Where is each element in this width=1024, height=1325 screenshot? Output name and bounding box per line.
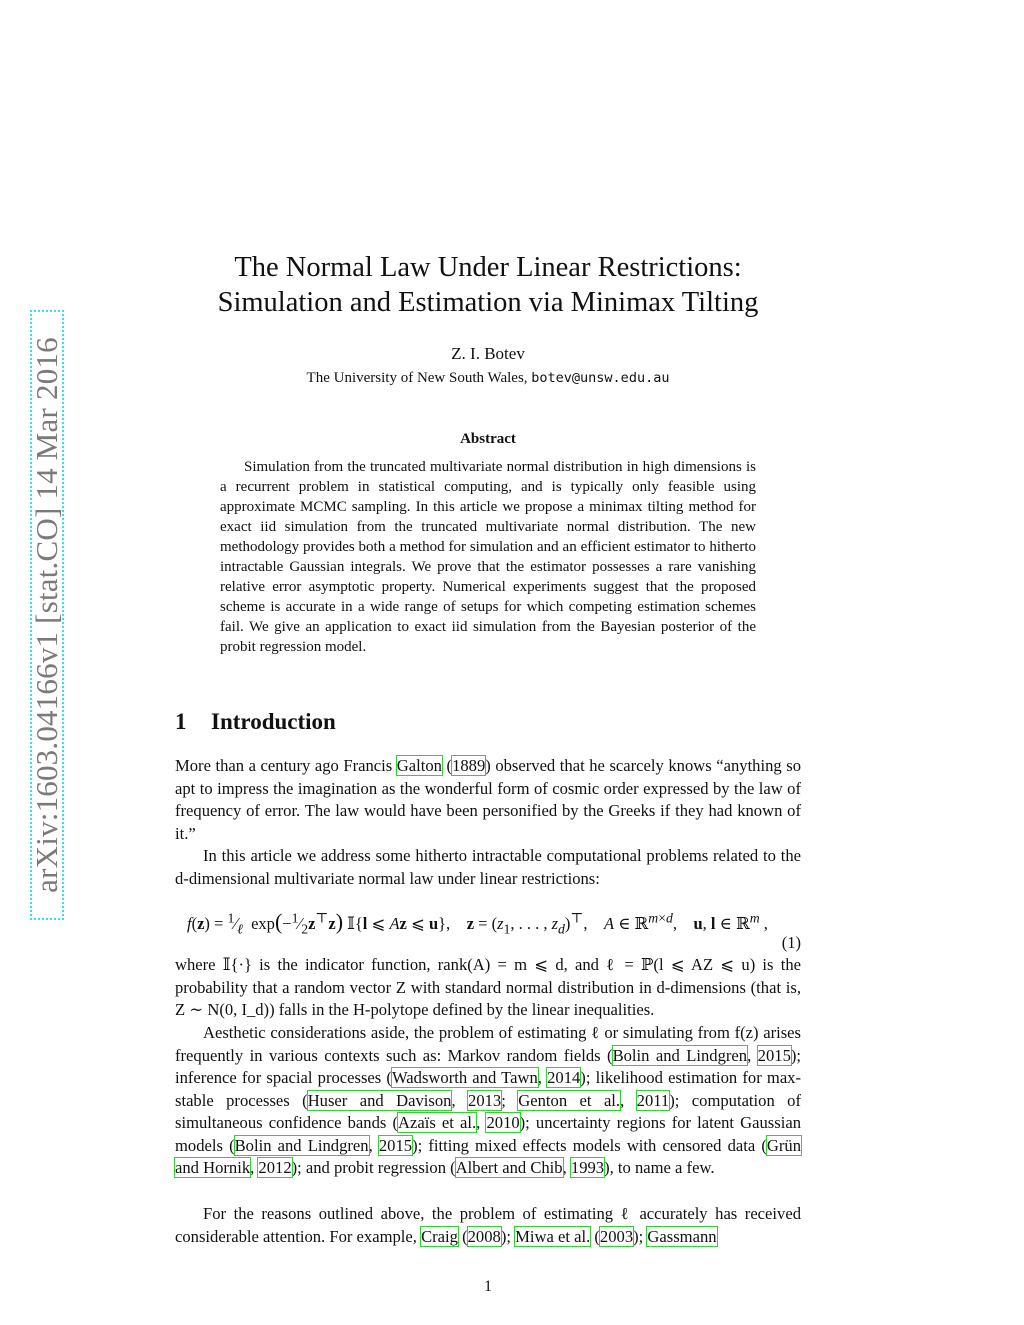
p5-text: ( xyxy=(590,1226,600,1246)
section-title: Introduction xyxy=(211,709,336,734)
citation-year-link[interactable]: 2015 xyxy=(757,1045,791,1065)
citation-link[interactable]: Galton xyxy=(396,756,442,775)
p4-text: ); likelihood estimation for max-stable processes ( xyxy=(175,1068,802,1110)
p4-text: ; xyxy=(501,1090,519,1110)
citation-link[interactable]: Craig xyxy=(421,1226,458,1246)
paragraph-3: where 𝕀{·} is the indicator function, rank(A) = m ⩽ d, and ℓ = ℙ(l ⩽ AZ ⩽ u) is the probability that a random vector Z with standard normal distribution in d-dimensions (that is, Z ∼ N(0, I_d)) falls in the H-polytope defined by the linear inequalities. xyxy=(175,955,801,1019)
citation-link[interactable]: Gassmann xyxy=(647,1226,717,1246)
author: Z. I. Botev xyxy=(451,344,525,363)
citation-link[interactable]: Azaïs et al. xyxy=(398,1113,477,1132)
p4-text: Aesthetic considerations aside, the problem of estimating ℓ or simulating from f(z) arises frequently in various contexts such as: Markov random fields ( xyxy=(175,1023,801,1065)
paragraph-2: In this article we address some hitherto intractable computational problems related to the d-dimensional multivariate normal law under linear restrictions: xyxy=(175,846,801,888)
arxiv-stamp[interactable] xyxy=(30,310,64,920)
paper-title xyxy=(175,250,801,320)
p4-text: , xyxy=(620,1090,637,1110)
citation-year-link[interactable]: 2014 xyxy=(547,1068,581,1087)
section-heading xyxy=(175,709,336,735)
page-number: 1 xyxy=(484,1278,492,1295)
affiliation-text: The University of New South Wales, xyxy=(306,370,532,386)
p5-text: ( xyxy=(457,1226,468,1246)
citation-year-link[interactable]: 2011 xyxy=(636,1090,670,1110)
citation-year-link[interactable]: 2012 xyxy=(258,1158,292,1177)
affiliation xyxy=(175,370,801,387)
p4-text: , xyxy=(562,1158,571,1177)
p4-text: ), to name a few. xyxy=(604,1158,715,1177)
citation-year-link[interactable]: 2010 xyxy=(486,1113,520,1132)
paragraph-1 xyxy=(175,755,801,845)
p4-text: ); uncertainty regions for latent Gaussian models ( xyxy=(175,1113,801,1155)
citation-link[interactable]: Wadsworth and Tawn xyxy=(391,1068,538,1087)
p5-text: For the reasons outlined above, the problem of estimating ℓ accurately has received considerable attention. For example, xyxy=(175,1204,801,1246)
p4-text: , xyxy=(368,1135,379,1155)
p1-text-a: More than a century ago Francis xyxy=(175,756,397,775)
p1-text-c: ) observed that he scarcely knows “anything so apt to impress the imagination as the wonderful form of cosmic order expressed by the law of frequency of error. The law would have been personified by the Greeks if they had known of it.” xyxy=(175,756,801,843)
equation-1 xyxy=(175,903,801,955)
p5-text: ); xyxy=(500,1226,516,1246)
citation-link[interactable]: Albert and Chib xyxy=(455,1158,563,1177)
citation-link[interactable]: Huser and Davison xyxy=(307,1090,452,1110)
title-line-2: Simulation and Estimation via Minimax Tilting xyxy=(217,287,759,318)
p4-text: , xyxy=(537,1068,548,1087)
citation-year-link[interactable]: 2003 xyxy=(599,1226,634,1246)
p5-text: ); xyxy=(633,1226,648,1246)
equation-formula: $f(z) = ^1⁄_\ell$ $\exp(-^1⁄_2z^⊤z)$ 𝕀{l ⩽ Az ⩽ u}, $z = (z_1$, . . . , $z_d)^⊤$, A ∈ ℝ$^{m\times d}$, u, l ∈ ℝ$^m$ , xyxy=(187,909,768,937)
section-number: 1 xyxy=(175,709,187,734)
p4-text: , xyxy=(476,1113,487,1132)
paragraph-4 xyxy=(175,1022,801,1180)
citation-link[interactable]: Bolin and Lindgren xyxy=(234,1135,369,1155)
citation-link[interactable]: Miwa et al. xyxy=(515,1226,591,1246)
paragraph-5 xyxy=(175,1203,801,1248)
p4-text: ); computation of simultaneous confidence bands ( xyxy=(175,1090,802,1132)
p4-text: , xyxy=(451,1090,469,1110)
p4-text: ); inference for spacial processes ( xyxy=(175,1045,801,1087)
citation-link[interactable]: Bolin and Lindgren xyxy=(612,1045,748,1065)
citation-year-link[interactable]: 2008 xyxy=(467,1226,501,1246)
p4-text: ); and probit regression ( xyxy=(291,1158,456,1177)
p4-text: , xyxy=(250,1158,259,1177)
arxiv-stamp-text[interactable]: arXiv:1603.04166v1 [stat.CO] 14 Mar 2016 xyxy=(30,310,64,920)
citation-year-link[interactable]: 1993 xyxy=(570,1158,605,1177)
p1-text-b: ( xyxy=(441,756,453,775)
citation-year-link[interactable]: 2015 xyxy=(378,1135,413,1155)
title-line-1: The Normal Law Under Linear Restrictions: xyxy=(234,252,742,283)
citation-link[interactable]: Grün and Hornik xyxy=(175,1135,802,1177)
p4-text: , xyxy=(747,1045,758,1065)
citation-link[interactable]: Genton et al. xyxy=(518,1090,621,1110)
abstract-text: Simulation from the truncated multivariate normal distribution in high dimensions is a recurrent problem in statistical computing, and is typically only feasible using approximate MCMC sampling. In this article we propose a minimax tilting method for exact iid simulation from the truncated multivariate normal distribution. The new methodology provides both a method for simulation and an efficient estimator to hitherto intractable Gaussian integrals. We prove that the estimator possesses a rare vanishing relative error asymptotic property. Numerical experiments suggest that the proposed scheme is accurate in a wide range of setups for which competing estimation schemes fail. We give an application to exact iid simulation from the Bayesian posterior of the probit regression model. xyxy=(220,459,756,655)
equation-number: (1) xyxy=(781,933,801,952)
abstract-heading: Abstract xyxy=(460,431,516,447)
citation-year-link[interactable]: 1889 xyxy=(452,756,486,775)
p4-text: ); fitting mixed effects models with censored data ( xyxy=(412,1135,767,1155)
citation-year-link[interactable]: 2013 xyxy=(468,1090,502,1110)
email-link[interactable]: botev@unsw.edu.au xyxy=(531,370,670,386)
